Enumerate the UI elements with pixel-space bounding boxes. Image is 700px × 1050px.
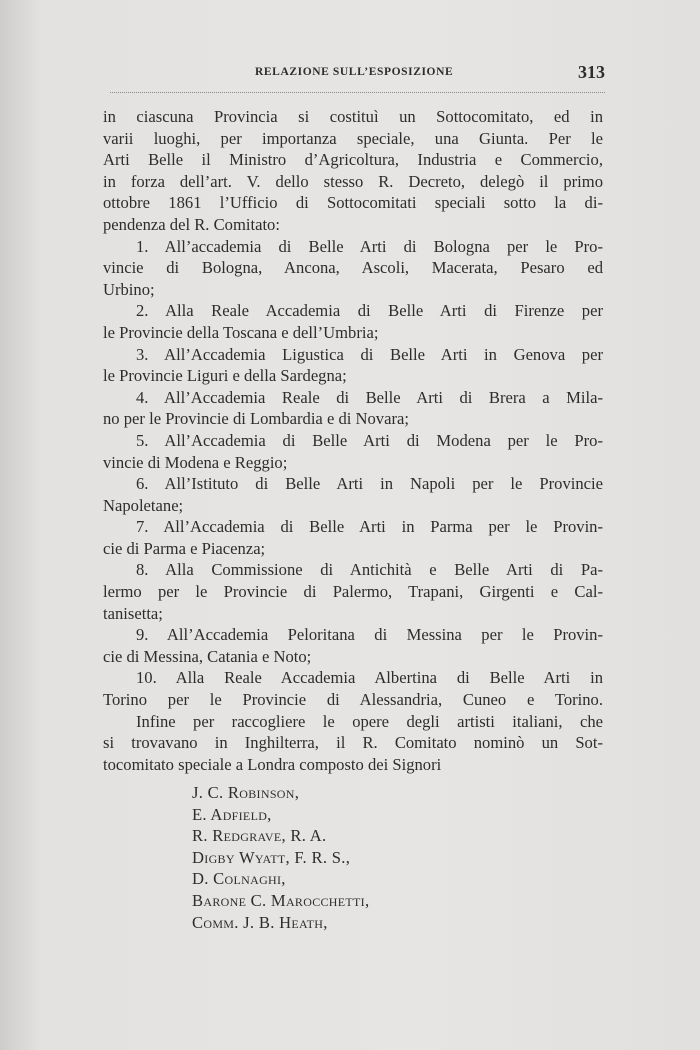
text-line: tanisetta; xyxy=(103,603,163,623)
text-line: Urbino; xyxy=(103,279,155,299)
paragraph-line: Infine per raccogliere le opere degli artisti italiani, che xyxy=(136,711,603,731)
text-line: le Provincie della Toscana e dell’Umbria; xyxy=(103,322,379,342)
text-line: le Provincie Liguri e della Sardegna; xyxy=(103,366,347,386)
page-header xyxy=(255,62,605,86)
text-line: si trovavano in Inghilterra, il R. Comitato nominò un Sot- xyxy=(103,733,603,753)
member-name: D. Colnaghi, xyxy=(192,869,286,889)
list-item-line: 10. Alla Reale Accademia Albertina di Belle Arti in xyxy=(136,668,603,688)
committee-members-list xyxy=(192,782,492,933)
member-name: Digby Wyatt, F. R. S., xyxy=(192,847,351,867)
member-name: J. C. Robinson, xyxy=(192,783,300,802)
page-number: 313 xyxy=(578,62,605,82)
text-line: vincie di Modena e Reggio; xyxy=(103,452,288,472)
member-name: Barone C. Marocchetti, xyxy=(192,890,370,910)
member-name: Comm. J. B. Heath, xyxy=(192,912,328,932)
member-name: R. Redgrave, R. A. xyxy=(192,826,327,846)
list-item-line: 2. Alla Reale Accademia di Belle Arti di Firenze per xyxy=(136,301,603,321)
text-line: ottobre 1861 l’Ufficio di Sottocomitati speciali sotto la di- xyxy=(103,193,603,213)
list-item-line: 6. All’Istituto di Belle Arti in Napoli per le Provincie xyxy=(136,474,603,494)
member-name: E. Adfield, xyxy=(192,804,272,824)
text-line: cie di Parma e Piacenza; xyxy=(103,538,266,558)
text-line: in ciascuna Provincia si costituì un Sottocomitato, ed in xyxy=(103,107,603,126)
list-item-line: 5. All’Accademia di Belle Arti di Modena per le Pro- xyxy=(136,430,603,450)
header-rule xyxy=(110,92,605,94)
text-line: tocomitato speciale a Londra composto dei Signori xyxy=(103,754,442,774)
list-item-line: 7. All’Accademia di Belle Arti in Parma per le Provin- xyxy=(136,517,603,537)
text-line: cie di Messina, Catania e Noto; xyxy=(103,646,312,666)
list-item-line: 4. All’Accademia Reale di Belle Arti di Brera a Mila- xyxy=(136,387,603,407)
text-line: Napoletane; xyxy=(103,495,184,515)
text-line: Arti Belle il Ministro d’Agricoltura, Industria e Commercio, xyxy=(103,150,603,170)
text-line: pendenza del R. Comitato: xyxy=(103,214,280,234)
running-head: RELAZIONE SULL’ESPOSIZIONE xyxy=(255,66,454,78)
text-line: varii luoghi, per importanza speciale, una Giunta. Per le xyxy=(103,128,603,148)
body-text xyxy=(103,106,603,775)
text-line: lermo per le Provincie di Palermo, Trapani, Girgenti e Cal- xyxy=(103,582,603,602)
text-line: Torino per le Provincie di Alessandria, Cuneo e Torino. xyxy=(103,690,603,710)
list-item-line: 9. All’Accademia Peloritana di Messina per le Provin- xyxy=(136,625,603,645)
list-item-line: 1. All’accademia di Belle Arti di Bologna per le Pro- xyxy=(136,236,603,256)
text-line: no per le Provincie di Lombardia e di Novara; xyxy=(103,409,409,429)
text-line: vincie di Bologna, Ancona, Ascoli, Macerata, Pesaro ed xyxy=(103,258,603,278)
list-item-line: 8. Alla Commissione di Antichità e Belle Arti di Pa- xyxy=(136,560,603,580)
list-item-line: 3. All’Accademia Ligustica di Belle Arti in Genova per xyxy=(136,344,603,364)
text-line: in forza dell’art. V. dello stesso R. Decreto, delegò il primo xyxy=(103,171,603,191)
